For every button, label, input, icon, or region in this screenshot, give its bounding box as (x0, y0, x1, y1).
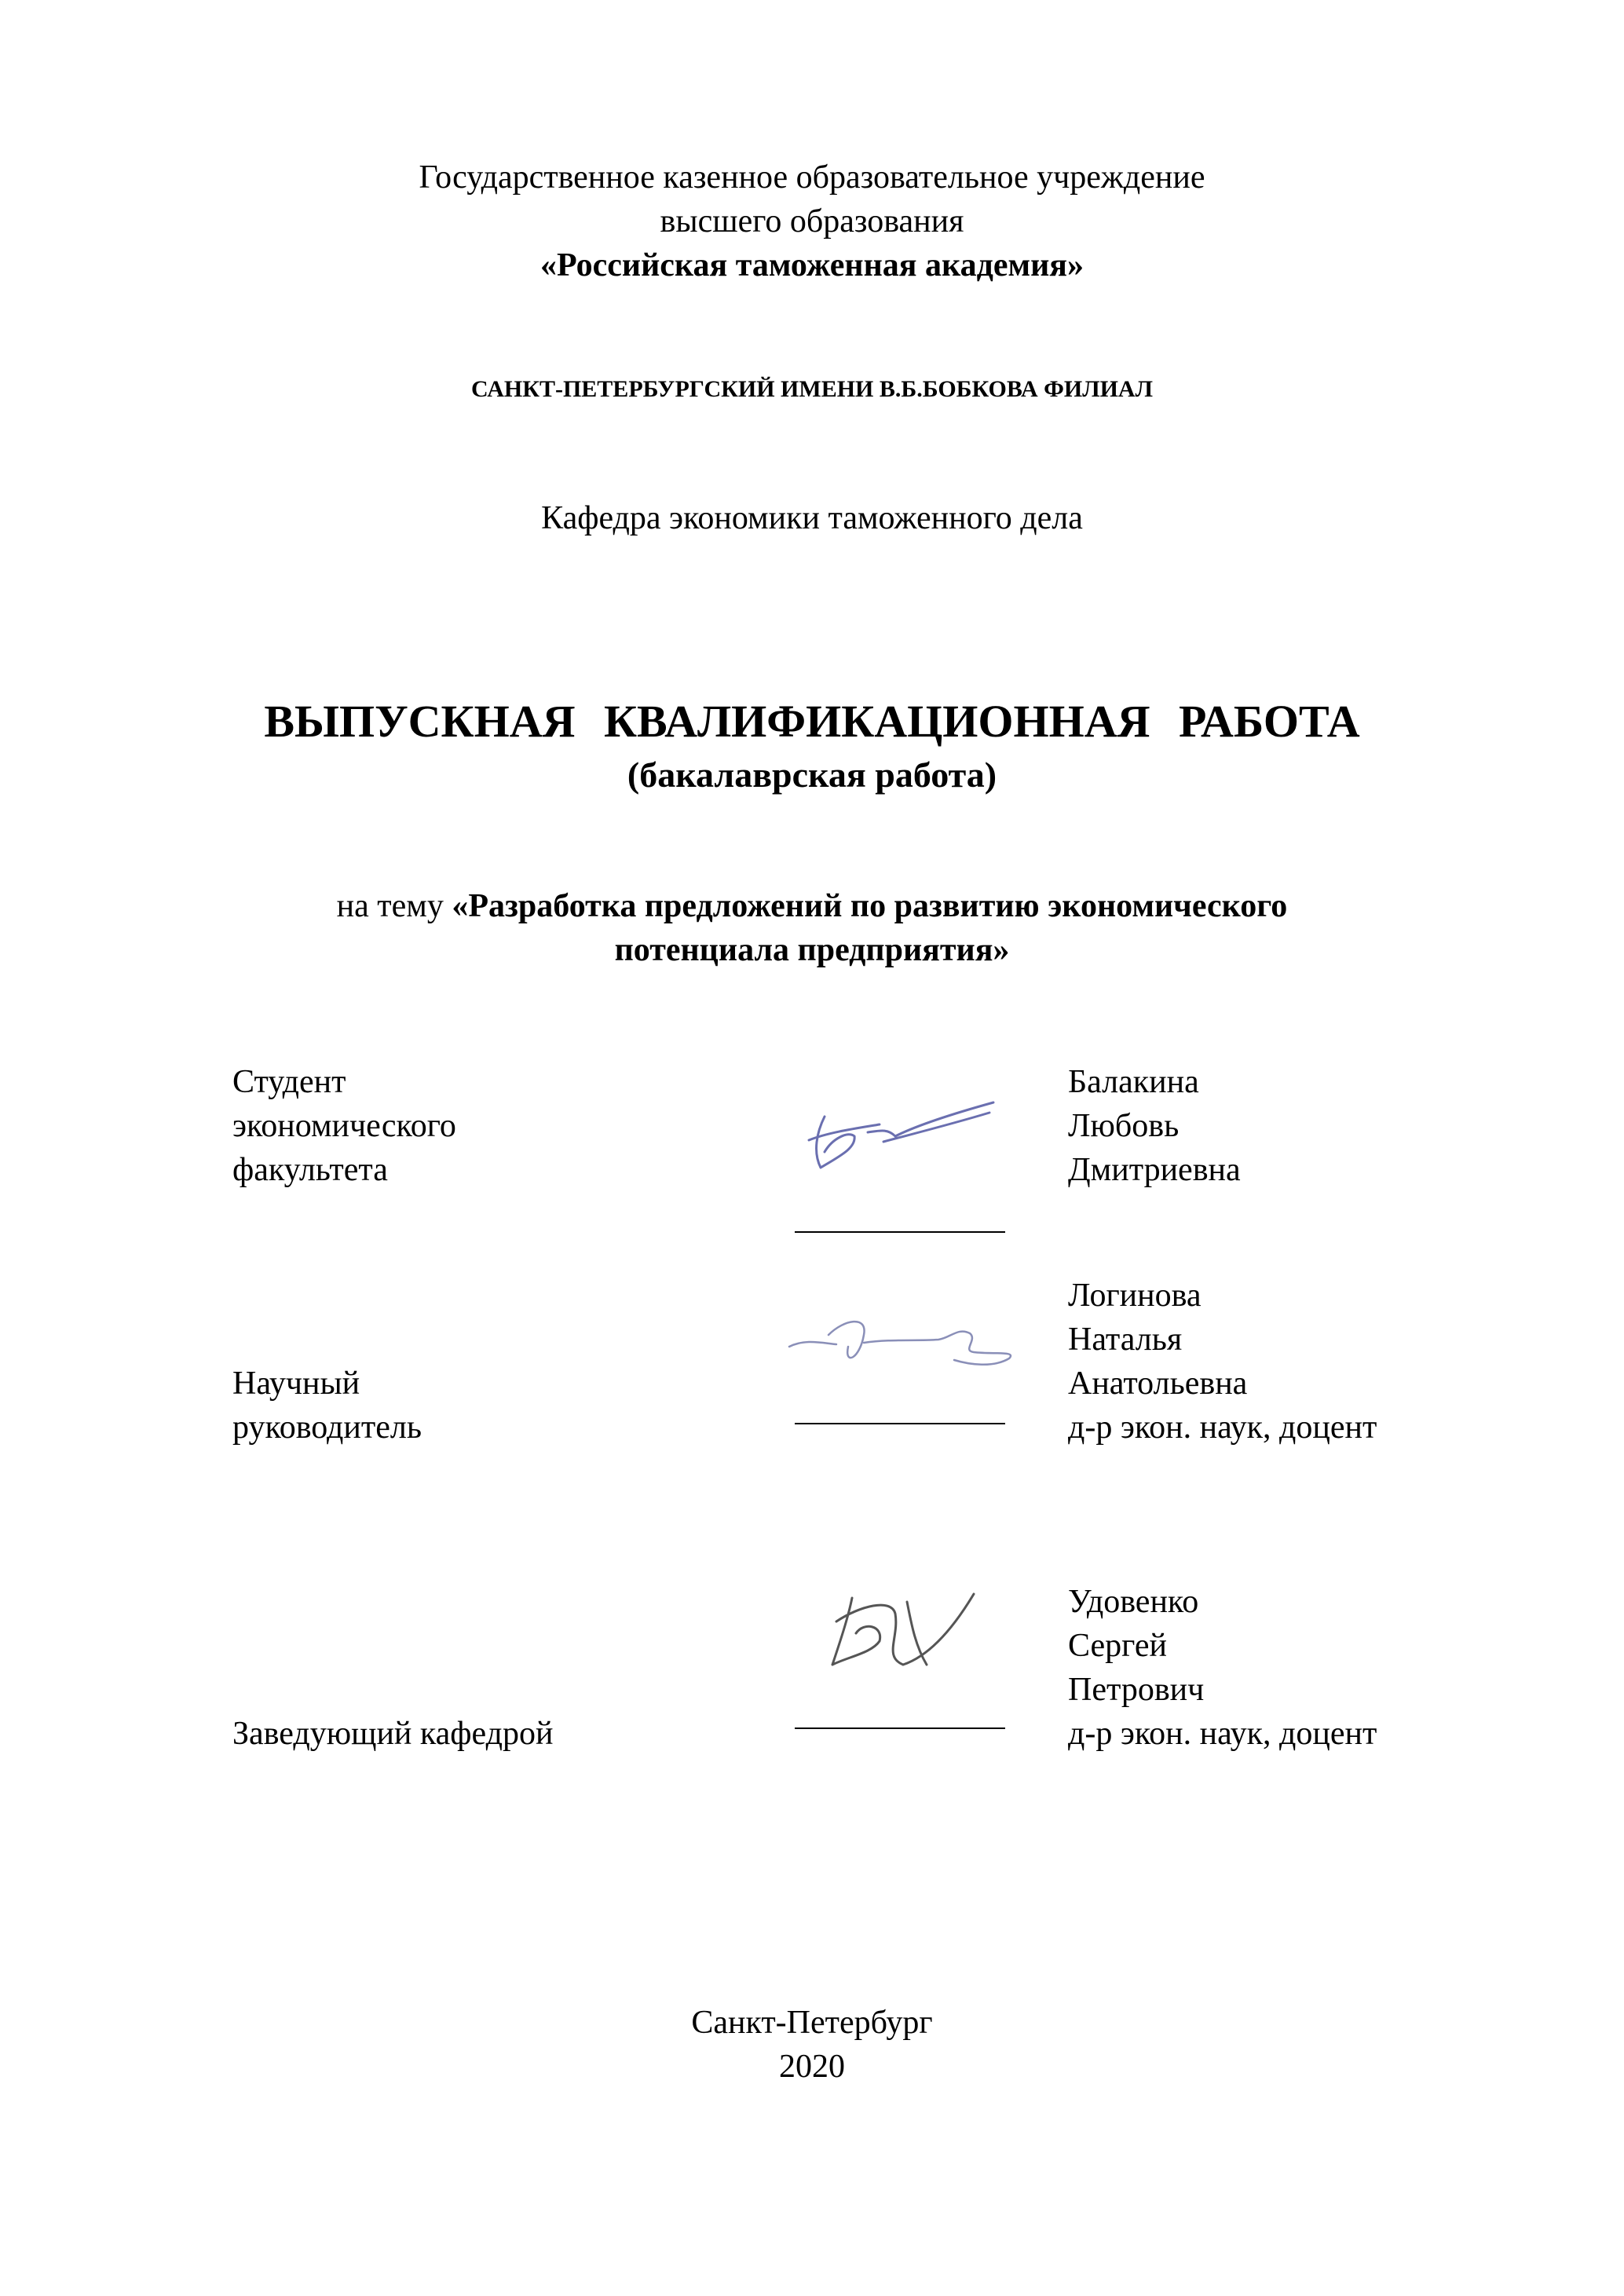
supervisor-last-name: Логинова (1068, 1278, 1202, 1314)
supervisor-degree: д-р экон. наук, доцент (1068, 1409, 1377, 1446)
topic-line-1 (0, 884, 1624, 928)
head-last-name: Удовенко (1068, 1584, 1199, 1620)
supervisor-signature (781, 1303, 1025, 1390)
institution-name: «Российская таможенная академия» (540, 247, 1084, 283)
topic-line-2: потенциала предприятия» (614, 932, 1010, 968)
branch-name: САНКТ-ПЕТЕРБУРГСКИЙ ИМЕНИ В.Б.БОБКОВА ФИЛИАЛ (471, 376, 1153, 402)
topic-prefix: на тему (336, 888, 452, 924)
institution-line-1: Государственное казенное образовательное учреждение (419, 159, 1205, 196)
supervisor-first-name: Наталья (1068, 1322, 1183, 1358)
student-first-name: Любовь (1068, 1108, 1180, 1144)
city: Санкт-Петербург (691, 2005, 933, 2041)
head-degree: д-р экон. наук, доцент (1068, 1716, 1377, 1752)
student-last-name: Балакина (1068, 1064, 1199, 1100)
supervisor-role-line-1: Научный (232, 1366, 360, 1402)
work-title: ВЫПУСКНАЯ КВАЛИФИКАЦИОННАЯ РАБОТА (264, 696, 1360, 747)
head-signature (817, 1578, 1005, 1680)
head-patronymic: Петрович (1068, 1672, 1205, 1708)
head-first-name: Сергей (1068, 1628, 1167, 1664)
student-signature (793, 1093, 1005, 1195)
student-role-line-2: экономического (232, 1108, 456, 1144)
topic-title-part-1: «Разработка предложений по развитию экономического (452, 888, 1288, 924)
head-signature-line (795, 1727, 1005, 1729)
student-patronymic: Дмитриевна (1068, 1152, 1241, 1188)
supervisor-patronymic: Анатольевна (1068, 1366, 1248, 1402)
student-signature-line (795, 1231, 1005, 1233)
supervisor-signature-line (795, 1423, 1005, 1424)
work-subtitle: (бакалаврская работа) (627, 755, 997, 795)
year: 2020 (779, 2049, 845, 2085)
head-role: Заведующий кафедрой (232, 1716, 554, 1752)
student-role-line-1: Студент (232, 1064, 346, 1100)
institution-line-2: высшего образования (660, 203, 964, 239)
department-name: Кафедра экономики таможенного дела (541, 500, 1083, 536)
supervisor-role-line-2: руководитель (232, 1409, 422, 1446)
student-role-line-3: факультета (232, 1152, 388, 1188)
